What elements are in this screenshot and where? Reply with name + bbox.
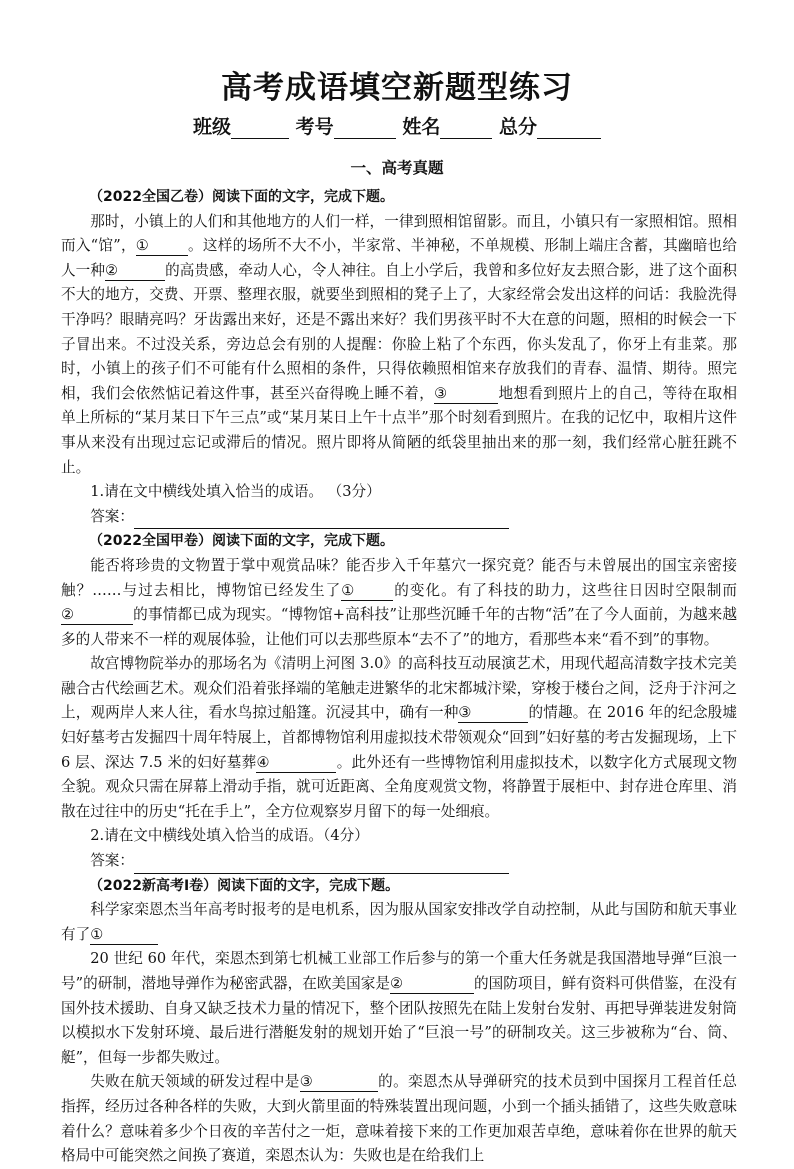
passage-2-paragraph-2 — [61, 652, 737, 824]
student-info-line — [0, 112, 794, 139]
passage-3-header: （2022新高考Ⅰ卷）阅读下面的文字，完成下题。 — [89, 877, 400, 894]
passage-text: 科学家栾恩杰当年高考时报考的是电机系，因为服从国家安排改学自动控制，从此与国防和航天事业有了 — [61, 901, 737, 943]
section-title: 一、高考真题 — [350, 158, 444, 177]
passage-2-paragraph-1 — [61, 554, 737, 652]
name-blank — [440, 120, 492, 139]
passage-3-paragraph-1 — [61, 898, 737, 947]
passage-3-paragraph-2 — [61, 947, 737, 1070]
fill-blank-2: ② — [390, 975, 474, 994]
passage-text: 的变化。有了科技的助力，这些往日因时空限制而 — [393, 581, 737, 599]
score-label: 总分 — [498, 116, 537, 138]
passage-text: 那时，小镇上的人们和其他地方的人们一样，一律到照相馆留影。而且，小镇只有一家照相馆。照相而入“馆”， — [61, 212, 737, 255]
id-label: 考号 — [295, 116, 334, 138]
answer-label: 答案： — [90, 507, 134, 525]
passage-text: 的。栾恩杰从导弹研究的技术员到中国探月工程首任总指挥，经历过各种各样的失败，大到火箭里面的特殊装置出现问题，小到一个插头插错了，这些失败意味着什么？意味着多少个日夜的辛苦付之一炬，意味着接下来的工作更加艰苦卓绝，意味着你在世界的航天格局中可能突然之间换了赛道，栾恩杰认为：失败也是在给我们上 — [61, 1073, 737, 1165]
passage-3-paragraph-3 — [61, 1070, 737, 1168]
class-blank — [231, 120, 289, 139]
passage-text: 的情趣。在 2016 年的纪念殷墟妇好墓考古发掘四十周年特展上，首都博物馆利用虚拟技术带领观众“回到”妇好墓的考古发掘现场，上下 6 层、深达 7.5 米的妇好墓葬 — [61, 704, 737, 771]
passage-text: 。此外还有一些博物馆利用虚拟技术，以数字化方式展现文物全貌。观众只需在屏幕上滑动手指，就可近距离、全角度观赏文物，将静置于展柜中、封存进仓库里、消散在过往中的历史“托在手上”，全方位观察岁月留下的每一处细痕。 — [61, 753, 737, 820]
passage-1-paragraph — [61, 210, 737, 481]
document-body — [61, 185, 737, 1169]
fill-blank-3: ③ — [300, 1073, 378, 1092]
question-1: 1.请在文中横线处填入恰当的成语。 （3分） — [90, 483, 381, 501]
fill-blank-1: ① — [90, 926, 158, 945]
passage-text: 的高贵感，牵动人心，令人神往。自上小学后，我曾和多位好友去照合影，进了这个面积不大的地方，交费、开票、整理衣服，就要坐到照相的凳子上了，大家经常会发出这样的问话：我脸洗得干净吗？眼睛亮吗？牙齿露出来好，还是不露出来好？我们男孩平时不大在意的问题，照相的时候会一下子冒出来。不过没关系，旁边总会有别的人提醒：你脸上粘了个东西，你头发乱了，你牙上有韭菜。那时，小镇上的孩子们不可能有什么照相的条件，只得依赖照相馆来存放我们的青春、温情、期待。照完相，我们会依然惦记着这件事，甚至兴奋得晚上睡不着， — [61, 261, 737, 402]
answer-line[interactable] — [134, 511, 509, 529]
fill-blank-4: ④ — [256, 754, 336, 773]
class-label: 班级 — [193, 116, 232, 138]
answer-label: 答案： — [90, 852, 134, 870]
passage-text: 地想看到照片上的自己，等待在取相单上所标的“某月某日下午三点”或“某月某日上午十点半”那个时刻看到照片。在我的记忆中，取相片这件事从来没有出现过忘记或滞后的情况。照片即将从简陋的纸袋里抽出来的那一刻，我们经常心脏狂跳不止。 — [61, 384, 737, 476]
passage-text: 的事情都已成为现实。“博物馆+高科技”让那些沉睡千年的古物“活”在了今人面前，为越来越多的人带来不一样的观展体验，让他们可以去那些原本“去不了”的地方，看那些本来“看不到”的事物。 — [61, 606, 737, 648]
name-label: 姓名 — [402, 116, 441, 138]
answer-row-1 — [61, 505, 737, 530]
passage-text: 20 世纪 60 年代，栾恩杰到第七机械工业部工作后参与的第一个重大任务就是我国潜地导弹“巨浪一号”的研制，潜地导弹作为秘密武器，在欧美国家是 — [61, 950, 737, 992]
score-blank — [537, 120, 601, 139]
page-title: 高考成语填空新题型练习 — [221, 70, 573, 106]
fill-blank-3: ③ — [434, 385, 498, 404]
answer-line[interactable] — [134, 856, 509, 874]
fill-blank-1: ① — [136, 237, 188, 256]
passage-text: 失败在航天领域的研发过程中是 — [90, 1073, 300, 1091]
passage-text: 的国防项目，鲜有资料可供借鉴，在没有国外技术援助、自身又缺乏技术力量的情况下，整个团队按照先在陆上发射台发射、再把导弹装进发射筒以模拟水下发射环境、最后进行潜艇发射的规划开始了“巨浪一号”的研制攻关。这三步被称为“台、筒、艇”，但每一步都失败过。 — [61, 975, 737, 1066]
fill-blank-2: ② — [105, 262, 165, 281]
passage-2-header: （2022全国甲卷）阅读下面的文字，完成下题。 — [89, 533, 394, 550]
passage-1-header: （2022全国乙卷）阅读下面的文字，完成下题。 — [89, 189, 394, 205]
passage-text: 能否将珍贵的文物置于掌中观赏品味？能否步入千年墓穴一探究竟？能否与未曾展出的国宝亲密接触？……与过去相比，博物馆已经发生了 — [61, 556, 737, 599]
passage-text: 。这样的场所不大不小，半家常、半神秘，不单规模、形制上端庄含蓄，其幽暗也给人一种 — [61, 237, 737, 279]
id-blank — [334, 120, 396, 139]
fill-blank-1: ① — [341, 582, 393, 601]
fill-blank-3: ③ — [458, 704, 528, 723]
passage-text: 故宫博物院举办的那场名为《清明上河图 3.0》的高科技互动展演艺术，用现代超高清数字技术完美融合古代绘画艺术。观众们沿着张择端的笔触走进繁华的北宋都城汴梁，穿梭于楼台之间，泛舟于汴河之上，观两岸人来人往，看水鸟掠过船篷。沉浸其中，确有一种 — [61, 655, 737, 722]
fill-blank-2: ② — [61, 606, 133, 625]
question-2: 2.请在文中横线处填入恰当的成语。（4分） — [90, 827, 369, 845]
answer-row-2 — [61, 849, 737, 874]
